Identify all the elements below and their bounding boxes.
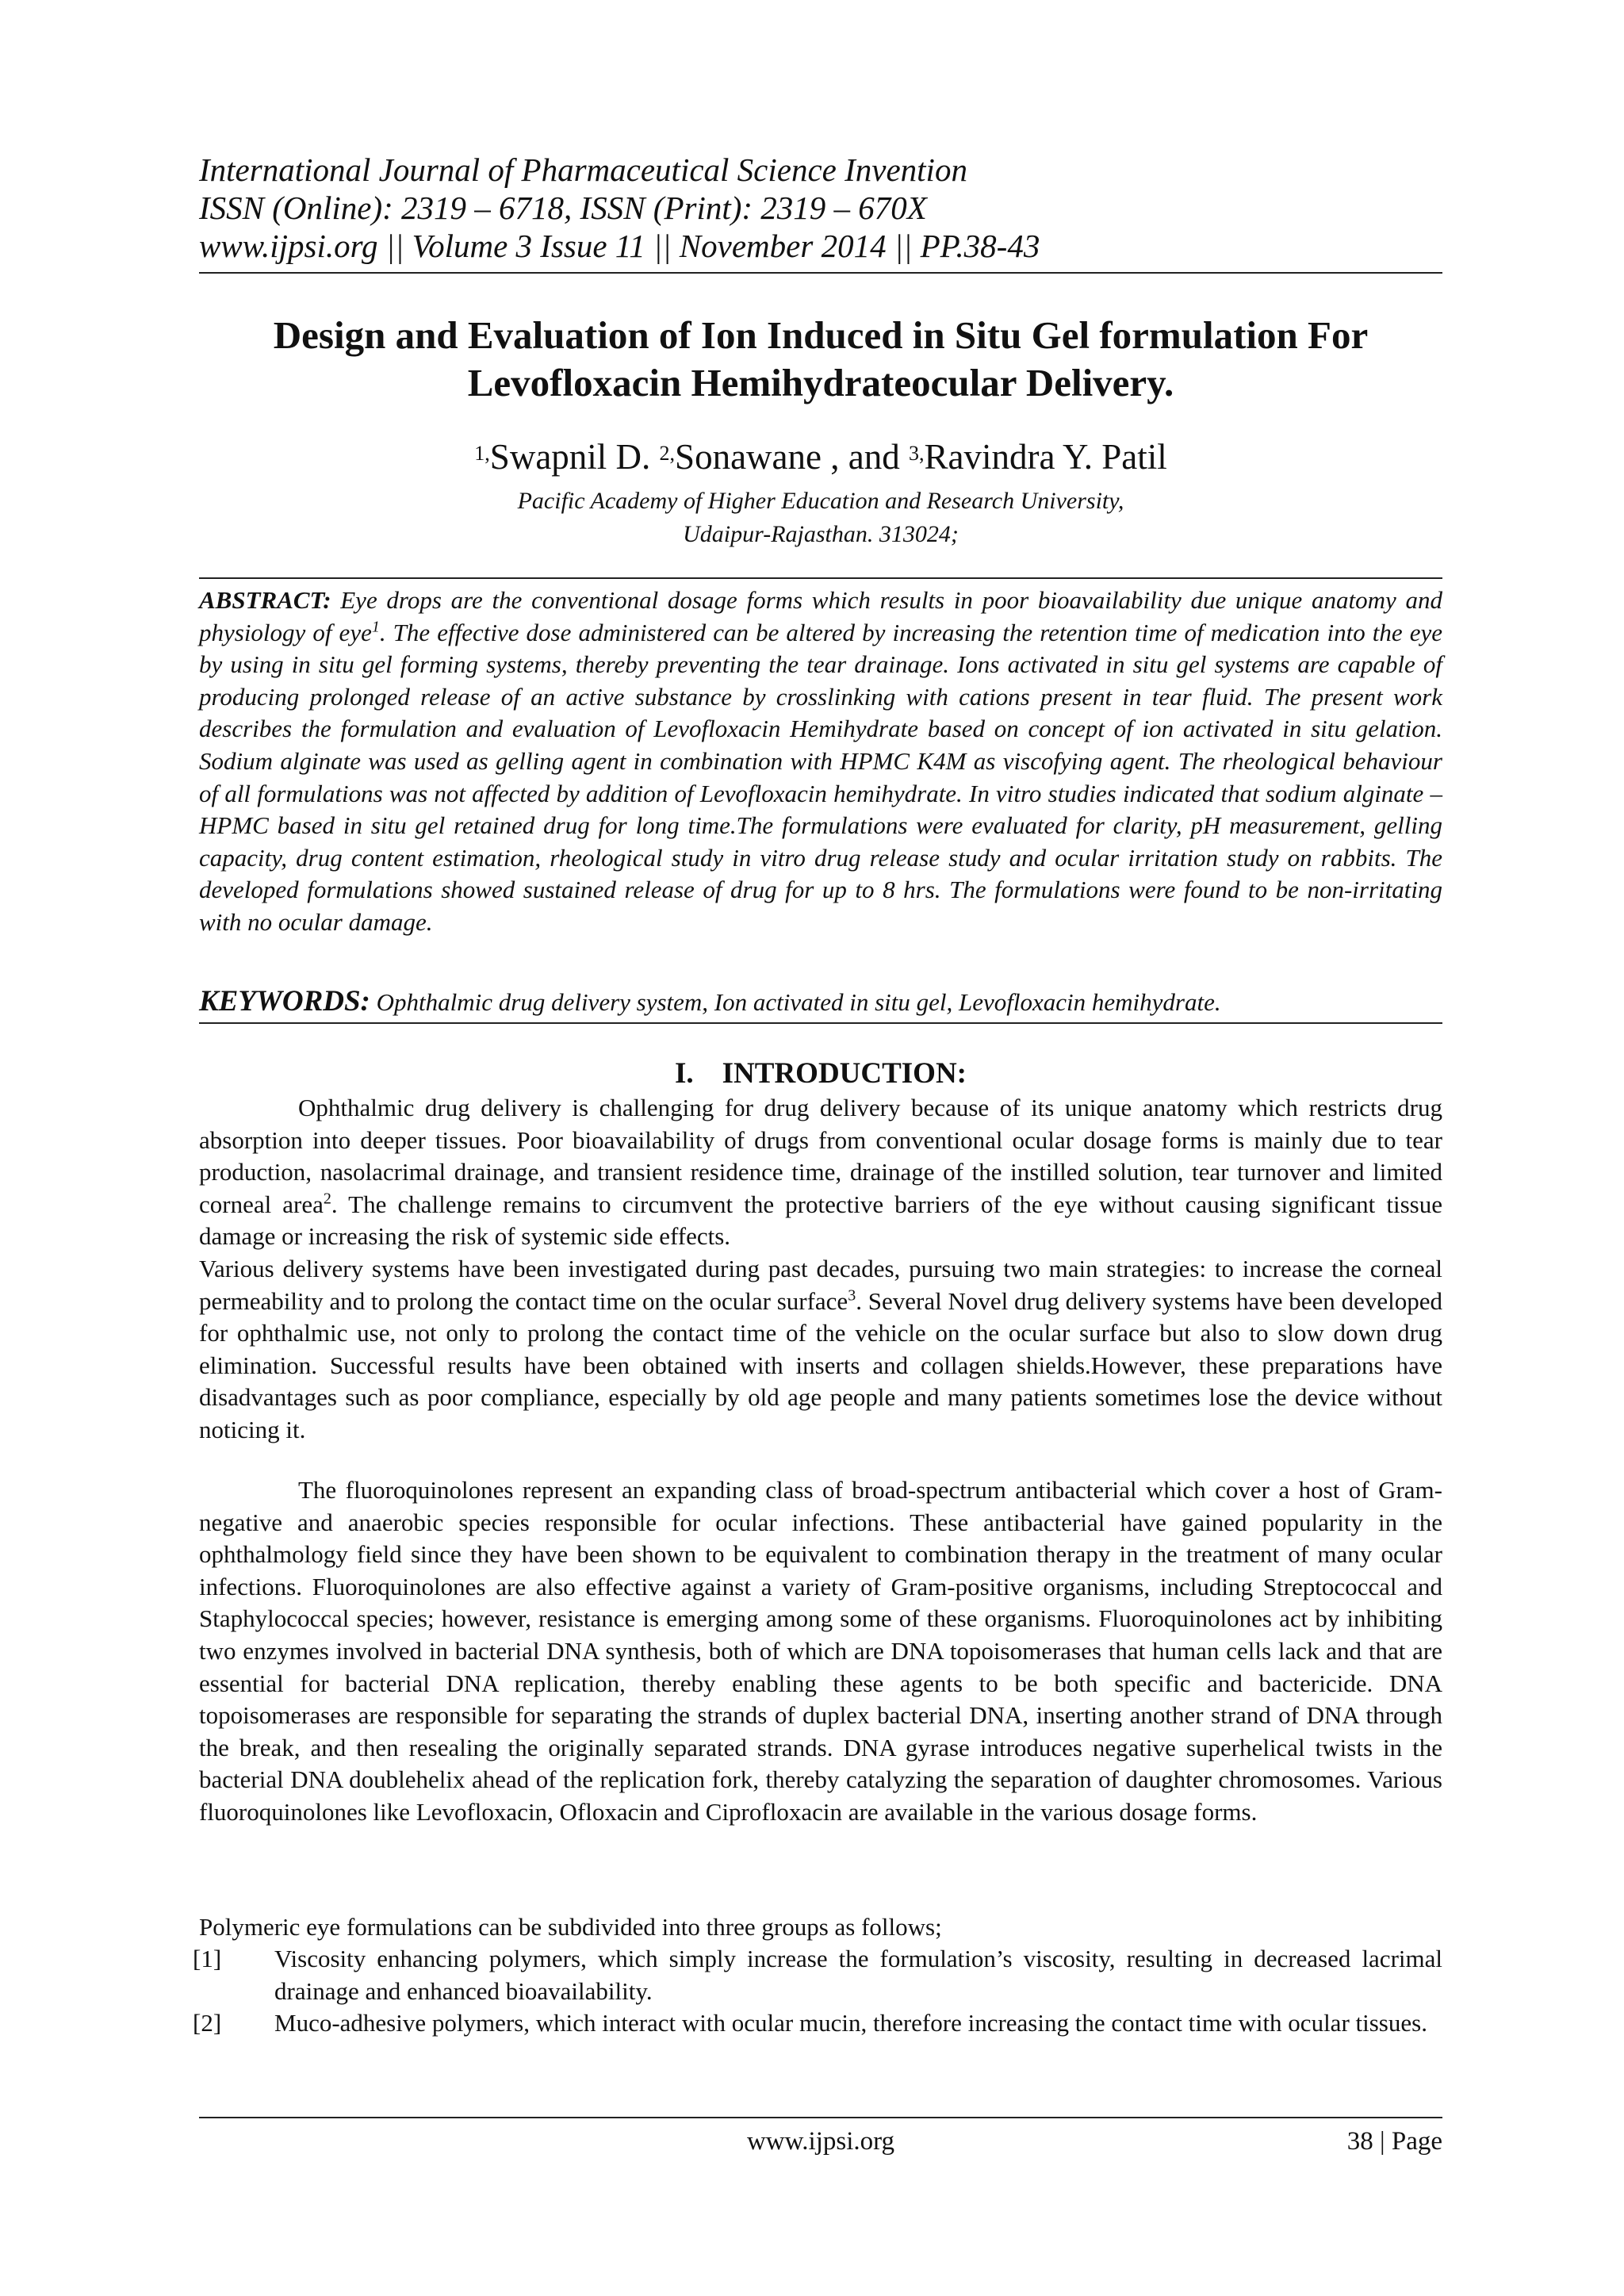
author-2-name: Sonawane , and	[675, 437, 909, 477]
list-item-text: Muco-adhesive polymers, which interact with ocular mucin, therefore increasing the contact time with ocular tissues.	[274, 2009, 1427, 2037]
intro-p1-text-b: . The challenge remains to circumvent the protective barriers of the eye without causing significant tissue damage or increasing the risk of systemic side effects.	[199, 1190, 1442, 1251]
keywords-label: KEYWORDS:	[199, 985, 370, 1018]
footer-site: www.ijpsi.org	[746, 2127, 895, 2156]
section-number: I.	[674, 1057, 694, 1090]
journal-issn: ISSN (Online): 2319 – 6718, ISSN (Print): 2319 – 670X	[199, 190, 927, 226]
title-line-1: Design and Evaluation of Ion Induced in Situ Gel formulation For	[273, 313, 1369, 357]
abstract	[199, 585, 1442, 939]
intro-p1-citation: 2	[323, 1190, 331, 1208]
author-list	[199, 435, 1442, 479]
intro-paragraph-2	[199, 1474, 1442, 1829]
section-heading	[199, 1056, 1442, 1092]
list-item	[193, 2007, 1442, 2040]
list-item-text: Viscosity enhancing polymers, which simply increase the formulation’s viscosity, resulting in decreased lacrimal drainage and enhanced bioavailability.	[274, 1945, 1442, 2005]
section-title: INTRODUCTION:	[722, 1057, 967, 1090]
abstract-text-a: Eye drops are the conventional dosage forms which results in poor bioavailability due unique anatomy and physiology of eye	[199, 586, 1442, 646]
affiliation-line-2: Udaipur-Rajasthan. 313024;	[683, 521, 959, 547]
header-rule	[199, 272, 1442, 274]
footer-rule	[199, 2117, 1442, 2118]
footer-page-number: 38 | Page	[1346, 2127, 1442, 2156]
intro-para-2: The fluoroquinolones represent an expanding class of broad-spectrum antibacterial which cover a host of Gram-negative and anaerobic species responsible for ocular infections. These antibacterial have gained popularity in the ophthalmology field since they have been shown to be equivalent to combination therapy in the treatment of many ocular infections. Fluoroquinolones are also effective against a variety of Gram-positive organisms, including Streptococcal and Staphylococcal species; however, resistance is emerging among some of these organisms. Fluoroquinolones act by inhibiting two enzymes involved in bacterial DNA synthesis, both of which are DNA topoisomerases that human cells lack and that are essential for bacterial DNA replication, thereby enabling these agents to be both specific and bactericide. DNA topoisomerases are responsible for separating the strands of duplex bacterial DNA, inserting another strand of DNA through the break, and then resealing the originally separated strands. DNA gyrase introduces negative superhelical twists in the bacterial DNA doublehelix ahead of the replication fork, thereby catalyzing the separation of daughter chromosomes. Various fluoroquinolones like Levofloxacin, Ofloxacin and Ciprofloxacin are available in the various dosage forms.	[199, 1476, 1442, 1826]
abstract-top-rule	[199, 577, 1442, 579]
abstract-text-b: . The effective dose administered can be altered by increasing the retention time of medication into the eye by using in situ gel forming systems, thereby preventing the tear drainage. Ions activated in situ gel systems are capable of producing prolonged release of an active substance by crosslinking with cations present in tear fluid. The present work describes the formulation and evaluation of Levofloxacin Hemihydrate based on concept of ion activated in situ gelation. Sodium alginate was used as gelling agent in combination with HPMC K4M as viscofying agent. The rheological behaviour of all formulations was not affected by addition of Levofloxacin hemihydrate. In vitro studies indicated that sodium alginate – HPMC based in situ gel retained drug for long time.The formulations were evaluated for clarity, pH measurement, gelling capacity, drug content estimation, rheological study in vitro drug release study and ocular irritation study on rabbits. The developed formulations showed sustained release of drug for up to 8 hrs. The formulations were found to be non-irritating with no ocular damage.	[199, 618, 1442, 936]
intro-p1c-citation: 3	[848, 1286, 856, 1305]
author-2-sup: 2,	[659, 442, 676, 465]
keywords	[199, 986, 1442, 1018]
journal-issue: www.ijpsi.org || Volume 3 Issue 11 || November 2014 || PP.38-43	[199, 228, 1040, 264]
list-item	[193, 1943, 1442, 2007]
intro-p1c-text-b: . Several Novel drug delivery systems have been developed for ophthalmic use, not only to prolong the contact time of the vehicle on the ocular surface but also to slow down drug elimination. Successful results have been obtained with inserts and collagen shields.However, these preparations have disadvantages such as poor compliance, especially by old age people and many patients sometimes lose the device without noticing it.	[199, 1286, 1442, 1443]
journal-name: International Journal of Pharmaceutical Science Invention	[199, 151, 967, 188]
intro-paragraph-1	[199, 1092, 1442, 1447]
intro-para-1b	[199, 1253, 1442, 1447]
intro-p1c-text-a: Various delivery systems have been investigated during past decades, pursuing two main strategies: to increase the corneal permeability and to prolong the contact time on the ocular surface	[199, 1254, 1442, 1315]
intro-paragraph-3	[199, 1911, 1442, 1944]
list-item-marker: [1]	[193, 1945, 222, 1972]
intro-para-1a	[199, 1092, 1442, 1253]
author-3-name: Ravindra Y. Patil	[924, 437, 1167, 477]
intro-p1-text-a: Ophthalmic drug delivery is challenging for drug delivery because of its unique anatomy which restricts drug absorption into deeper tissues. Poor bioavailability of drugs from conventional ocular dosage forms is mainly due to tear production, nasolacrimal drainage, and transient residence time, drainage of the instilled solution, tear turnover and limited corneal area	[199, 1094, 1442, 1218]
intro-para-3: Polymeric eye formulations can be subdivided into three groups as follows;	[199, 1913, 942, 1941]
list-item-marker: [2]	[193, 2009, 222, 2037]
polymer-list	[193, 1943, 1442, 2040]
author-1-sup: 1,	[474, 442, 490, 465]
keywords-bottom-rule	[199, 1022, 1442, 1024]
abstract-label: ABSTRACT:	[199, 586, 331, 614]
affiliation	[199, 485, 1442, 551]
title-line-2: Levofloxacin Hemihydrateocular Delivery.	[467, 361, 1174, 404]
author-1-name: Swapnil D.	[489, 437, 660, 477]
page-footer	[199, 2124, 1442, 2159]
paper-title	[199, 312, 1442, 407]
author-3-sup: 3,	[908, 442, 925, 465]
keywords-text: Ophthalmic drug delivery system, Ion activated in situ gel, Levofloxacin hemihydrate.	[370, 988, 1221, 1016]
affiliation-line-1: Pacific Academy of Higher Education and Research University,	[517, 488, 1124, 514]
abstract-citation: 1	[371, 618, 380, 636]
journal-header	[199, 151, 1442, 265]
